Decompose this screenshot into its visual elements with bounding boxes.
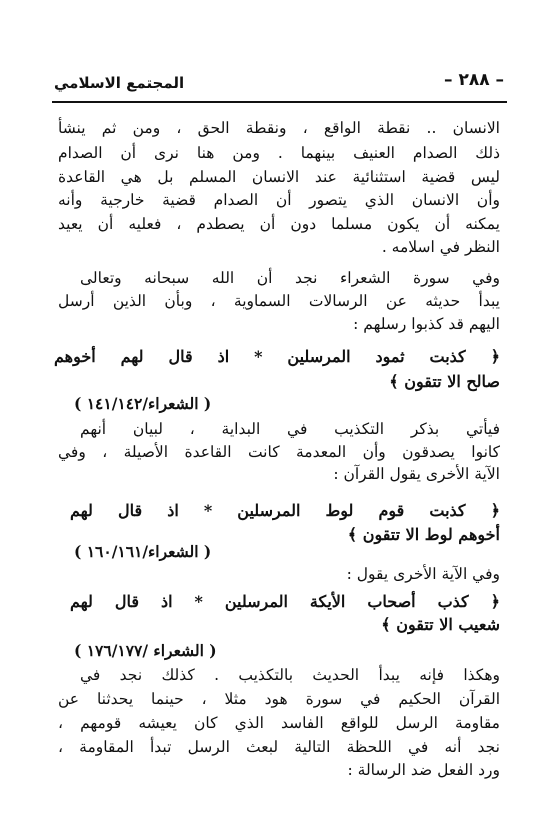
verse-reference: ( الشعراء/١٤١/١٤٢ ) (74, 394, 212, 413)
quran-verse-line: ﴿ كذب أصحاب الأيكة المرسلين * اذ قال لهم (70, 592, 500, 611)
text-line: نجد أنه في اللحظة التالية لبعث الرسل تبدأ المقاومة ، (58, 738, 500, 756)
text-line: كانوا يصدقون وأن المعدمة كانت القاعدة الأصيلة ، وفي (58, 443, 500, 461)
text-line: ذلك الصدام العنيف بينهما . ومن هنا نرى أن الصدام (58, 144, 500, 162)
verse-reference: ( الشعراء/١٦٠/١٦١ ) (74, 542, 212, 561)
text-line: وفي سورة الشعراء نجد أن الله سبحانه وتعالى (80, 269, 500, 287)
text-line: يبدأ حديثه عن الرسالات السماوية ، وبأن الذين أرسل (58, 292, 500, 310)
text-line: فيأتي بذكر التكذيب في البداية ، لبيان أنهم (80, 420, 500, 438)
text-line: النظر في اسلامه . (381, 238, 500, 256)
text-line: الآية الأخرى يقول القرآن : (333, 465, 500, 483)
text-line: يمكنه أن يكون مسلما دون أن يصطدم ، فعليه أن يعيد (58, 215, 500, 233)
quran-verse-line: ﴿ كذبت ثمود المرسلين * اذ قال لهم أخوهم (54, 347, 500, 366)
quran-verse-line: صالح الا تتقون ﴾ (389, 372, 500, 391)
text-line: اليهم قد كذبوا رسلهم : (353, 315, 500, 333)
text-line: مقاومة الرسل للواقع الفاسد الذي كان يعيشه قومهم ، (58, 714, 500, 732)
quran-verse-line: أخوهم لوط الا تتقون ﴾ (347, 525, 500, 544)
verse-reference: ( الشعراء /١٧٦/١٧٧ ) (74, 641, 217, 660)
header-rule (52, 101, 507, 103)
text-line: وفي الآية الأخرى يقول : (346, 565, 500, 583)
quran-verse-line: ﴿ كذبت قوم لوط المرسلين * اذ قال لهم (70, 501, 500, 520)
text-line: وأن الانسان الذي يتصور أن الصدام قضية خارجية وأنه (58, 191, 500, 209)
text-line: ليس قضية استثنائية عند الانسان المسلم بل هي القاعدة (58, 168, 500, 186)
text-line: وهكذا فإنه يبدأ الحديث بالتكذيب . كذلك نجد في (80, 666, 500, 684)
text-line: ورد الفعل ضد الرسالة : (347, 761, 500, 779)
running-header-title: المجتمع الاسلامي (54, 74, 185, 92)
text-line: القرآن الحكيم في سورة هود مثلا ، حينما يحدثنا عن (58, 690, 500, 708)
text-line: الانسان .. نقطة الواقع ، ونقطة الحق ، ومن ثم ينشأ (58, 119, 500, 137)
quran-verse-line: شعيب الا تتقون ﴾ (381, 615, 500, 634)
page-number: – ٢٨٨ – (444, 70, 504, 90)
